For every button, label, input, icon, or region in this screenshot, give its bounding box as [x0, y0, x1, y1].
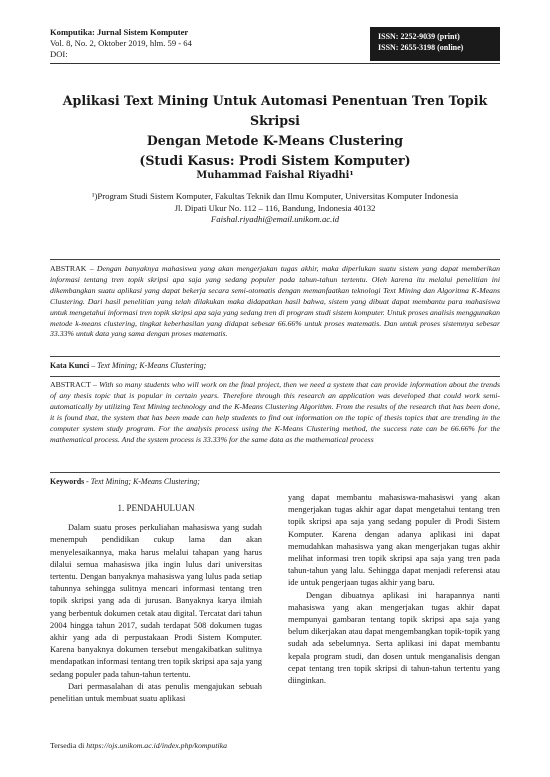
kata-kunci [50, 361, 500, 370]
header-divider [50, 63, 500, 64]
keywords [50, 477, 500, 486]
author-affiliation [50, 191, 500, 226]
kata-kunci-label: Kata Kunci [50, 361, 90, 370]
footer [50, 741, 227, 750]
affiliation-line-1: ¹)Program Studi Sistem Komputer, Fakultas Teknik dan Ilmu Komputer, Universitas Komputer Indonesia [91, 191, 459, 201]
journal-info [50, 27, 192, 60]
abstrak-text: – Dengan banyaknya mahasiswa yang akan mengerjakan tugas akhir, maka diperlukan suatu sistem yang dapat memberikan informasi tentang tren topik skripsi apa saja yang sedang populer pada tahun-tahun tertentu. Oleh karena itu melalui penelitian ini dikembangkan suatu aplikasi yang dapat bekerja secara semi-otomatis dengan memanfaatkan teknologi Text Mining dan Algoritma K-Means Clustering. Dari hasil penelitian yang telah dilakukan maka didapatkan hasil bahwa, sistem yang dibuat dapat membantu para mahasiswa untuk mengetahui informasi tren topik skripsi apa saja yang sedang tren di program studi sistem komputer. Untuk proses analisis menggunakan metode k-means clustering, tingkat keberhasilan yang didapat sebesar 66.66% untuk proses matematis. Dan untuk proses sistemnya sebesar 33.33% untuk data yang sama dengan proses matematis. [50, 264, 500, 339]
author-name: Muhammad Faishal Riyadhi¹ [196, 170, 354, 181]
kata-kunci-text: – Text Mining; K-Means Clustering; [89, 361, 207, 370]
right-column [288, 492, 500, 687]
abstrak-top-rule [50, 259, 500, 260]
footer-link[interactable]: https://ojs.unikom.ac.id/index.php/komputika [86, 741, 228, 750]
left-paragraph-1: Dalam suatu proses perkuliahan mahasiswa yang sudah menempuh pendidikan cukup lama dan akan menyelesaikannya, maka harus melalui tahapan yang harus dilalui semua mahasiswa jika ingin lulus dari universitas tertentu. Dengan banyaknya mahasiswa yang lulus pada setiap tahunnya sehingga sulitnya mencari informasi tentang tren topik skripsi yang ada di jurusan. Banyaknya karya ilmiah yang berbentuk dokumen cetak atau digital. Tercatat dari tahun 2004 hingga tahun 2017, sudah terdapat 508 dokumen tugas akhir yang ada di perpustakaan Prodi Sistem Komputer. Karena banyaknya dokumen tersebut mengakibatkan sulitnya mendapatkan informasi tentang tren topik skripsi apa saja yang sedang populer pada tahun-tahun tertentu. [50, 523, 262, 679]
abstract-top-rule [50, 376, 500, 377]
issn-online: ISSN: 2655-3198 (online) [378, 43, 464, 52]
abstract-bottom-rule [50, 472, 500, 473]
abstrak-block [50, 264, 500, 340]
keywords-label: Keywords [50, 477, 85, 486]
journal-header [50, 27, 500, 61]
abstrak-bottom-rule [50, 356, 500, 357]
author-email: Faishal.riyadhi@email.unikom.ac.id [210, 214, 340, 224]
doi-label: DOI: [50, 49, 68, 59]
abstract-text: – With so many students who will work on the final project, then we need a system that can provide information about the trends of any thesis topic that is popular in certain years. Therefore through this research an application was developed that could work semi-automatically by utilizing Text Mining technology and the K-Means Clustering Algorithm. From the results of the research that has been done, it is found that, the system that has been made can help students to find out information on the topic of thesis topics that are trending in the computer system study program. For the analysis process using the K-Means Clustering method, the success rate can be 66.66% for the mathematical process. And the system process is 33.33% for the same data as the mathematical process [50, 380, 500, 444]
right-paragraph-2: Dengan dibuatnya aplikasi ini harapannya nanti mahasiswa yang akan mengerjakan tugas akhir dapat mempunyai gambaran tentang topik skripsi apa saja yang belum dikerjakan atau dapat mengembangkan topik-topik yang sudah ada sebelumnya. Serta aplikasi ini dapat membantu kepala program studi, dan dosen untuk menganalisis dengan cepat tentang tren topik skripsi di tahun-tahun tertentu yang diinginkan. [288, 590, 500, 686]
right-paragraph-1: yang dapat membantu mahasiswa-mahasiswi yang akan mengerjakan tugas akhir agar dapat mengetahui tentang tren topik skripsi apa saja yang sedang populer di Prodi Sistem Komputer. Karena dengan adanya aplikasi ini dapat memudahkan mahasiswa yang akan mengerjakan tugas akhir melihat informasi tren topik skripsi apa saja yang tren pada tahun-tahun yang lalu. Sehingga dapat menjadi referensi atau ide untuk pengerjaan tugas akhir yang baru. [288, 493, 500, 588]
left-paragraph-2: Dari permasalahan di atas penulis mengajukan sebuah penelitian untuk membuat suatu aplikasi [50, 681, 262, 704]
paper-title [50, 91, 500, 171]
keywords-text: - Text Mining; K-Means Clustering; [84, 477, 200, 486]
title-line-1: Aplikasi Text Mining Untuk Automasi Penentuan Tren Topik Skripsi [62, 93, 488, 128]
footer-prefix: Tersedia di [50, 741, 87, 750]
title-line-3: (Studi Kasus: Prodi Sistem Komputer) [139, 153, 411, 168]
section-heading: 1. PENDAHULUAN [117, 503, 195, 513]
affiliation-line-2: Jl. Dipati Ukur No. 112 – 116, Bandung, Indonesia 40132 [174, 202, 376, 213]
issn-print: ISSN: 2252-9039 (print) [378, 32, 460, 41]
volume-info: Vol. 8, No. 2, Oktober 2019, hlm. 59 - 64 [50, 38, 192, 48]
abstract-block [50, 380, 500, 445]
issn-box [370, 27, 500, 61]
abstract-label: ABSTRACT [50, 380, 91, 389]
left-column [50, 502, 262, 705]
abstrak-label: ABSTRAK [50, 264, 87, 273]
title-line-2: Dengan Metode K-Means Clustering [146, 133, 404, 148]
journal-name: Komputika: Jurnal Sistem Komputer [50, 27, 189, 37]
